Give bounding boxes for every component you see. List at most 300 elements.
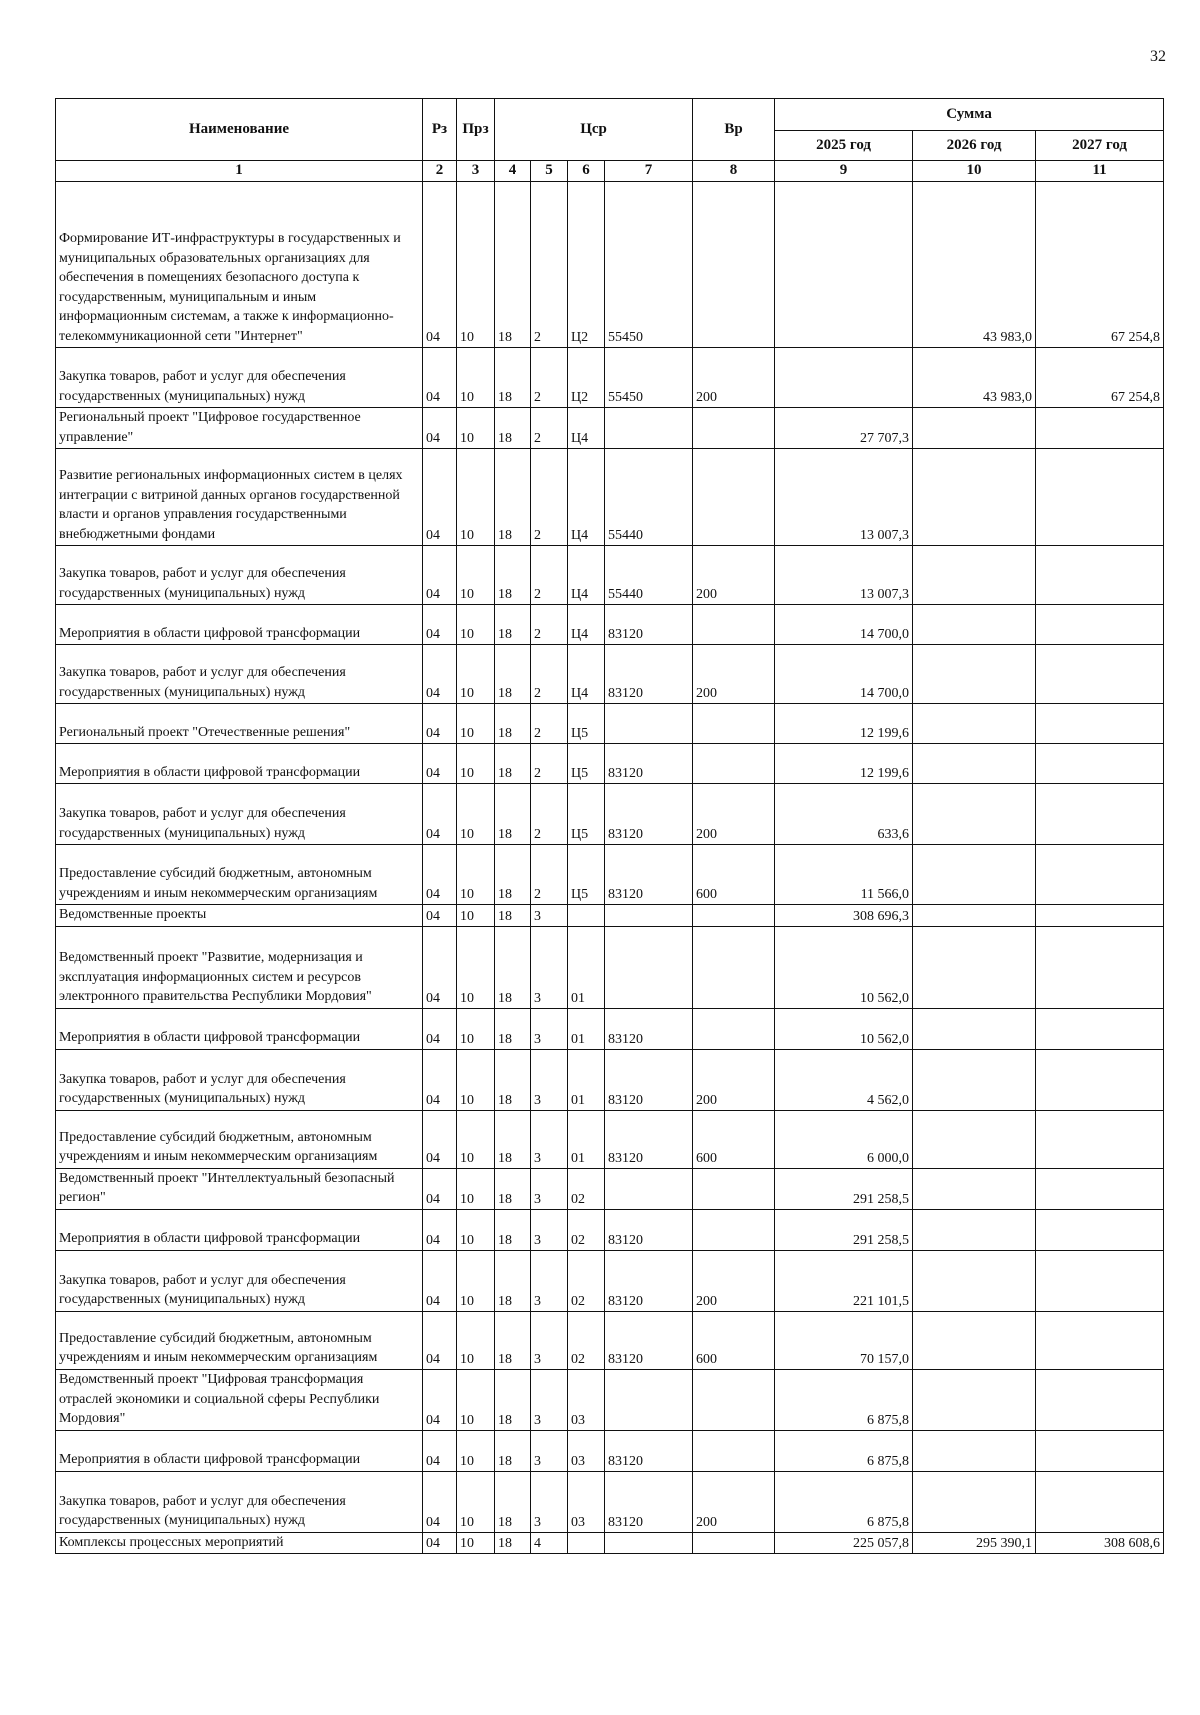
rz-code: 04 bbox=[423, 1311, 457, 1369]
rz-code: 04 bbox=[423, 926, 457, 1008]
amount-2025 bbox=[775, 182, 913, 348]
column-number: 10 bbox=[913, 161, 1036, 182]
amount-2025: 6 875,8 bbox=[775, 1369, 913, 1430]
prz-code: 10 bbox=[457, 1209, 495, 1250]
csr-direction-code: 83120 bbox=[605, 1311, 693, 1369]
vr-code bbox=[693, 905, 775, 927]
prz-code: 10 bbox=[457, 449, 495, 546]
csr-type-code: 2 bbox=[531, 784, 568, 845]
amount-2026 bbox=[913, 704, 1036, 744]
table-row bbox=[56, 408, 1164, 449]
prz-code: 10 bbox=[457, 1008, 495, 1049]
vr-code: 200 bbox=[693, 1471, 775, 1532]
header-prz: Прз bbox=[457, 99, 495, 161]
csr-project-code: 02 bbox=[568, 1209, 605, 1250]
header-year-2025: 2025 год bbox=[775, 131, 913, 161]
prz-code: 10 bbox=[457, 744, 495, 784]
csr-direction-code bbox=[605, 926, 693, 1008]
header-rz: Рз bbox=[423, 99, 457, 161]
table-row bbox=[56, 905, 1164, 927]
csr-direction-code: 55450 bbox=[605, 182, 693, 348]
amount-2027 bbox=[1036, 449, 1164, 546]
csr-program-code: 18 bbox=[495, 845, 531, 905]
table-row bbox=[56, 704, 1164, 744]
amount-2025: 10 562,0 bbox=[775, 926, 913, 1008]
csr-direction-code: 83120 bbox=[605, 1471, 693, 1532]
amount-2025: 13 007,3 bbox=[775, 449, 913, 546]
vr-code bbox=[693, 926, 775, 1008]
row-name: Ведомственные проекты bbox=[56, 905, 423, 927]
csr-direction-code: 83120 bbox=[605, 845, 693, 905]
csr-type-code: 2 bbox=[531, 645, 568, 704]
csr-direction-code bbox=[605, 1369, 693, 1430]
prz-code: 10 bbox=[457, 784, 495, 845]
table-row bbox=[56, 1471, 1164, 1532]
vr-code: 200 bbox=[693, 784, 775, 845]
rz-code: 04 bbox=[423, 1430, 457, 1471]
csr-program-code: 18 bbox=[495, 605, 531, 645]
amount-2026: 295 390,1 bbox=[913, 1532, 1036, 1554]
row-name: Закупка товаров, работ и услуг для обеспечения государственных (муниципальных) нужд bbox=[56, 645, 423, 704]
csr-program-code: 18 bbox=[495, 1369, 531, 1430]
rz-code: 04 bbox=[423, 845, 457, 905]
row-name: Закупка товаров, работ и услуг для обеспечения государственных (муниципальных) нужд bbox=[56, 1471, 423, 1532]
csr-project-code: Ц5 bbox=[568, 744, 605, 784]
amount-2025: 6 000,0 bbox=[775, 1110, 913, 1168]
rz-code: 04 bbox=[423, 704, 457, 744]
amount-2027 bbox=[1036, 645, 1164, 704]
csr-direction-code: 83120 bbox=[605, 744, 693, 784]
csr-type-code: 2 bbox=[531, 449, 568, 546]
amount-2026 bbox=[913, 408, 1036, 449]
vr-code bbox=[693, 1209, 775, 1250]
csr-project-code: 03 bbox=[568, 1430, 605, 1471]
amount-2026 bbox=[913, 1008, 1036, 1049]
csr-direction-code: 83120 bbox=[605, 1209, 693, 1250]
prz-code: 10 bbox=[457, 182, 495, 348]
budget-table bbox=[55, 98, 1164, 1554]
amount-2025: 4 562,0 bbox=[775, 1049, 913, 1110]
amount-2026 bbox=[913, 784, 1036, 845]
column-number: 7 bbox=[605, 161, 693, 182]
row-name: Закупка товаров, работ и услуг для обеспечения государственных (муниципальных) нужд bbox=[56, 1049, 423, 1110]
csr-direction-code: 55440 bbox=[605, 449, 693, 546]
csr-direction-code: 83120 bbox=[605, 1250, 693, 1311]
vr-code bbox=[693, 1168, 775, 1209]
vr-code: 600 bbox=[693, 845, 775, 905]
rz-code: 04 bbox=[423, 182, 457, 348]
csr-program-code: 18 bbox=[495, 1430, 531, 1471]
prz-code: 10 bbox=[457, 605, 495, 645]
csr-type-code: 3 bbox=[531, 1049, 568, 1110]
header-name: Наименование bbox=[56, 99, 423, 161]
table-row bbox=[56, 1430, 1164, 1471]
row-name: Мероприятия в области цифровой трансформации bbox=[56, 1008, 423, 1049]
csr-type-code: 3 bbox=[531, 1110, 568, 1168]
vr-code bbox=[693, 1008, 775, 1049]
column-number: 1 bbox=[56, 161, 423, 182]
prz-code: 10 bbox=[457, 1311, 495, 1369]
amount-2027 bbox=[1036, 1311, 1164, 1369]
csr-program-code: 18 bbox=[495, 1008, 531, 1049]
csr-project-code: Ц5 bbox=[568, 784, 605, 845]
vr-code: 200 bbox=[693, 1049, 775, 1110]
csr-program-code: 18 bbox=[495, 784, 531, 845]
csr-project-code bbox=[568, 1532, 605, 1554]
prz-code: 10 bbox=[457, 1532, 495, 1554]
amount-2026 bbox=[913, 546, 1036, 605]
amount-2026 bbox=[913, 1471, 1036, 1532]
amount-2026 bbox=[913, 1049, 1036, 1110]
row-name: Ведомственный проект "Интеллектуальный безопасный регион" bbox=[56, 1168, 423, 1209]
header-year-2026: 2026 год bbox=[913, 131, 1036, 161]
csr-type-code: 3 bbox=[531, 1471, 568, 1532]
amount-2026 bbox=[913, 1311, 1036, 1369]
amount-2026 bbox=[913, 1430, 1036, 1471]
amount-2027 bbox=[1036, 1471, 1164, 1532]
vr-code bbox=[693, 704, 775, 744]
csr-type-code: 2 bbox=[531, 744, 568, 784]
csr-program-code: 18 bbox=[495, 1250, 531, 1311]
csr-program-code: 18 bbox=[495, 1209, 531, 1250]
csr-project-code: Ц4 bbox=[568, 408, 605, 449]
amount-2027: 67 254,8 bbox=[1036, 348, 1164, 408]
column-number: 2 bbox=[423, 161, 457, 182]
amount-2027 bbox=[1036, 1049, 1164, 1110]
table-row bbox=[56, 1369, 1164, 1430]
csr-program-code: 18 bbox=[495, 1110, 531, 1168]
prz-code: 10 bbox=[457, 1168, 495, 1209]
amount-2025 bbox=[775, 348, 913, 408]
prz-code: 10 bbox=[457, 408, 495, 449]
rz-code: 04 bbox=[423, 784, 457, 845]
table-row bbox=[56, 1168, 1164, 1209]
vr-code: 200 bbox=[693, 546, 775, 605]
prz-code: 10 bbox=[457, 926, 495, 1008]
amount-2025: 70 157,0 bbox=[775, 1311, 913, 1369]
row-name: Мероприятия в области цифровой трансформации bbox=[56, 1209, 423, 1250]
amount-2027 bbox=[1036, 1250, 1164, 1311]
vr-code bbox=[693, 1369, 775, 1430]
prz-code: 10 bbox=[457, 1430, 495, 1471]
rz-code: 04 bbox=[423, 1532, 457, 1554]
vr-code: 600 bbox=[693, 1311, 775, 1369]
csr-type-code: 4 bbox=[531, 1532, 568, 1554]
csr-type-code: 3 bbox=[531, 1008, 568, 1049]
column-number: 11 bbox=[1036, 161, 1164, 182]
csr-program-code: 18 bbox=[495, 1049, 531, 1110]
amount-2026 bbox=[913, 1369, 1036, 1430]
amount-2027 bbox=[1036, 1209, 1164, 1250]
amount-2025: 14 700,0 bbox=[775, 605, 913, 645]
csr-project-code: Ц4 bbox=[568, 449, 605, 546]
csr-direction-code: 83120 bbox=[605, 1110, 693, 1168]
csr-type-code: 3 bbox=[531, 1250, 568, 1311]
row-name: Предоставление субсидий бюджетным, автономным учреждениям и иным некоммерческим организациям bbox=[56, 1311, 423, 1369]
prz-code: 10 bbox=[457, 1369, 495, 1430]
amount-2025: 6 875,8 bbox=[775, 1430, 913, 1471]
amount-2027: 67 254,8 bbox=[1036, 182, 1164, 348]
header-year-2027: 2027 год bbox=[1036, 131, 1164, 161]
rz-code: 04 bbox=[423, 645, 457, 704]
csr-type-code: 3 bbox=[531, 1430, 568, 1471]
csr-program-code: 18 bbox=[495, 1168, 531, 1209]
csr-project-code bbox=[568, 905, 605, 927]
csr-direction-code: 83120 bbox=[605, 784, 693, 845]
row-name: Региональный проект "Отечественные решения" bbox=[56, 704, 423, 744]
column-number: 3 bbox=[457, 161, 495, 182]
csr-type-code: 3 bbox=[531, 1311, 568, 1369]
csr-direction-code bbox=[605, 905, 693, 927]
amount-2025: 27 707,3 bbox=[775, 408, 913, 449]
amount-2027: 308 608,6 bbox=[1036, 1532, 1164, 1554]
amount-2025: 225 057,8 bbox=[775, 1532, 913, 1554]
row-name: Мероприятия в области цифровой трансформации bbox=[56, 1430, 423, 1471]
table-row bbox=[56, 744, 1164, 784]
csr-project-code: Ц5 bbox=[568, 845, 605, 905]
table-row bbox=[56, 645, 1164, 704]
csr-program-code: 18 bbox=[495, 905, 531, 927]
amount-2025: 633,6 bbox=[775, 784, 913, 845]
csr-type-code: 2 bbox=[531, 704, 568, 744]
vr-code: 600 bbox=[693, 1110, 775, 1168]
amount-2025: 291 258,5 bbox=[775, 1209, 913, 1250]
csr-program-code: 18 bbox=[495, 1471, 531, 1532]
prz-code: 10 bbox=[457, 1471, 495, 1532]
csr-direction-code bbox=[605, 1532, 693, 1554]
csr-project-code: Ц2 bbox=[568, 182, 605, 348]
csr-direction-code: 83120 bbox=[605, 1049, 693, 1110]
prz-code: 10 bbox=[457, 704, 495, 744]
row-name: Формирование ИТ-инфраструктуры в государственных и муниципальных образовательных организациях для обеспечения в помещениях безопасного доступа к государственным, муниципальным и иным информационным системам, а также к информационно-телекоммуникационной сети "Интернет" bbox=[56, 182, 423, 348]
csr-project-code: 01 bbox=[568, 926, 605, 1008]
csr-program-code: 18 bbox=[495, 1532, 531, 1554]
table-row bbox=[56, 1049, 1164, 1110]
csr-direction-code: 55440 bbox=[605, 546, 693, 605]
amount-2027 bbox=[1036, 784, 1164, 845]
table-row bbox=[56, 926, 1164, 1008]
csr-program-code: 18 bbox=[495, 182, 531, 348]
csr-program-code: 18 bbox=[495, 704, 531, 744]
csr-type-code: 3 bbox=[531, 926, 568, 1008]
row-name: Мероприятия в области цифровой трансформации bbox=[56, 744, 423, 784]
amount-2027 bbox=[1036, 704, 1164, 744]
vr-code: 200 bbox=[693, 645, 775, 704]
row-name: Ведомственный проект "Развитие, модернизация и эксплуатация информационных систем и ресурсов электронного правительства Республики Мордовия" bbox=[56, 926, 423, 1008]
row-name: Региональный проект "Цифровое государственное управление" bbox=[56, 408, 423, 449]
csr-type-code: 3 bbox=[531, 1209, 568, 1250]
vr-code bbox=[693, 408, 775, 449]
csr-type-code: 2 bbox=[531, 546, 568, 605]
csr-type-code: 3 bbox=[531, 1168, 568, 1209]
csr-program-code: 18 bbox=[495, 744, 531, 784]
csr-project-code: Ц4 bbox=[568, 605, 605, 645]
table-row bbox=[56, 845, 1164, 905]
row-name: Закупка товаров, работ и услуг для обеспечения государственных (муниципальных) нужд bbox=[56, 546, 423, 605]
table-row bbox=[56, 1250, 1164, 1311]
amount-2026 bbox=[913, 926, 1036, 1008]
prz-code: 10 bbox=[457, 845, 495, 905]
amount-2026 bbox=[913, 605, 1036, 645]
table-row bbox=[56, 182, 1164, 348]
csr-direction-code: 83120 bbox=[605, 1430, 693, 1471]
table-row bbox=[56, 1008, 1164, 1049]
table-row bbox=[56, 546, 1164, 605]
amount-2025: 13 007,3 bbox=[775, 546, 913, 605]
csr-type-code: 2 bbox=[531, 182, 568, 348]
amount-2025: 14 700,0 bbox=[775, 645, 913, 704]
csr-direction-code bbox=[605, 1168, 693, 1209]
csr-project-code: 03 bbox=[568, 1369, 605, 1430]
csr-project-code: 03 bbox=[568, 1471, 605, 1532]
vr-code: 200 bbox=[693, 1250, 775, 1311]
amount-2026 bbox=[913, 744, 1036, 784]
prz-code: 10 bbox=[457, 1049, 495, 1110]
amount-2026 bbox=[913, 1110, 1036, 1168]
amount-2025: 10 562,0 bbox=[775, 1008, 913, 1049]
table-row bbox=[56, 348, 1164, 408]
amount-2027 bbox=[1036, 1008, 1164, 1049]
rz-code: 04 bbox=[423, 1168, 457, 1209]
amount-2027 bbox=[1036, 546, 1164, 605]
csr-project-code: Ц4 bbox=[568, 645, 605, 704]
table-row bbox=[56, 449, 1164, 546]
amount-2027 bbox=[1036, 1369, 1164, 1430]
column-number: 4 bbox=[495, 161, 531, 182]
amount-2025: 291 258,5 bbox=[775, 1168, 913, 1209]
csr-project-code: 01 bbox=[568, 1049, 605, 1110]
csr-program-code: 18 bbox=[495, 449, 531, 546]
rz-code: 04 bbox=[423, 1250, 457, 1311]
csr-type-code: 3 bbox=[531, 905, 568, 927]
prz-code: 10 bbox=[457, 1250, 495, 1311]
page-number: 32 bbox=[1150, 48, 1166, 65]
prz-code: 10 bbox=[457, 905, 495, 927]
prz-code: 10 bbox=[457, 348, 495, 408]
row-name: Закупка товаров, работ и услуг для обеспечения государственных (муниципальных) нужд bbox=[56, 348, 423, 408]
csr-program-code: 18 bbox=[495, 546, 531, 605]
rz-code: 04 bbox=[423, 905, 457, 927]
amount-2026 bbox=[913, 1168, 1036, 1209]
rz-code: 04 bbox=[423, 1110, 457, 1168]
table-row bbox=[56, 605, 1164, 645]
csr-direction-code bbox=[605, 704, 693, 744]
column-number: 5 bbox=[531, 161, 568, 182]
amount-2025: 12 199,6 bbox=[775, 744, 913, 784]
csr-program-code: 18 bbox=[495, 348, 531, 408]
csr-project-code: Ц4 bbox=[568, 546, 605, 605]
rz-code: 04 bbox=[423, 348, 457, 408]
amount-2026 bbox=[913, 845, 1036, 905]
csr-project-code: Ц5 bbox=[568, 704, 605, 744]
amount-2025: 12 199,6 bbox=[775, 704, 913, 744]
row-name: Развитие региональных информационных систем в целях интеграции с витриной данных органов государственной власти и органов управления государственными внебюджетными фондами bbox=[56, 449, 423, 546]
amount-2027 bbox=[1036, 926, 1164, 1008]
csr-program-code: 18 bbox=[495, 1311, 531, 1369]
rz-code: 04 bbox=[423, 744, 457, 784]
csr-direction-code: 83120 bbox=[605, 605, 693, 645]
amount-2026 bbox=[913, 1209, 1036, 1250]
amount-2026 bbox=[913, 645, 1036, 704]
prz-code: 10 bbox=[457, 1110, 495, 1168]
vr-code bbox=[693, 182, 775, 348]
prz-code: 10 bbox=[457, 546, 495, 605]
rz-code: 04 bbox=[423, 1049, 457, 1110]
table-row bbox=[56, 784, 1164, 845]
table-row bbox=[56, 1110, 1164, 1168]
csr-project-code: Ц2 bbox=[568, 348, 605, 408]
amount-2026 bbox=[913, 905, 1036, 927]
row-name: Мероприятия в области цифровой трансформации bbox=[56, 605, 423, 645]
amount-2025: 308 696,3 bbox=[775, 905, 913, 927]
row-name: Закупка товаров, работ и услуг для обеспечения государственных (муниципальных) нужд bbox=[56, 1250, 423, 1311]
amount-2025: 11 566,0 bbox=[775, 845, 913, 905]
csr-project-code: 02 bbox=[568, 1250, 605, 1311]
table-row bbox=[56, 1311, 1164, 1369]
rz-code: 04 bbox=[423, 546, 457, 605]
csr-direction-code: 83120 bbox=[605, 645, 693, 704]
csr-direction-code: 83120 bbox=[605, 1008, 693, 1049]
csr-project-code: 01 bbox=[568, 1008, 605, 1049]
amount-2026 bbox=[913, 449, 1036, 546]
vr-code bbox=[693, 1430, 775, 1471]
amount-2027 bbox=[1036, 744, 1164, 784]
prz-code: 10 bbox=[457, 645, 495, 704]
amount-2027 bbox=[1036, 408, 1164, 449]
csr-direction-code bbox=[605, 408, 693, 449]
amount-2025: 221 101,5 bbox=[775, 1250, 913, 1311]
csr-type-code: 2 bbox=[531, 408, 568, 449]
column-number: 6 bbox=[568, 161, 605, 182]
vr-code bbox=[693, 744, 775, 784]
table-row bbox=[56, 1532, 1164, 1554]
rz-code: 04 bbox=[423, 408, 457, 449]
amount-2027 bbox=[1036, 1110, 1164, 1168]
csr-type-code: 2 bbox=[531, 845, 568, 905]
csr-program-code: 18 bbox=[495, 408, 531, 449]
csr-type-code: 2 bbox=[531, 348, 568, 408]
amount-2026 bbox=[913, 1250, 1036, 1311]
vr-code: 200 bbox=[693, 348, 775, 408]
column-number: 8 bbox=[693, 161, 775, 182]
row-name: Предоставление субсидий бюджетным, автономным учреждениям и иным некоммерческим организациям bbox=[56, 845, 423, 905]
header-vr: Вр bbox=[693, 99, 775, 161]
csr-program-code: 18 bbox=[495, 645, 531, 704]
column-number-row bbox=[56, 161, 1164, 182]
csr-project-code: 02 bbox=[568, 1168, 605, 1209]
amount-2026: 43 983,0 bbox=[913, 348, 1036, 408]
row-name: Предоставление субсидий бюджетным, автономным учреждениям и иным некоммерческим организациям bbox=[56, 1110, 423, 1168]
header-csr: Цср bbox=[495, 99, 693, 161]
amount-2027 bbox=[1036, 605, 1164, 645]
csr-project-code: 01 bbox=[568, 1110, 605, 1168]
amount-2026: 43 983,0 bbox=[913, 182, 1036, 348]
rz-code: 04 bbox=[423, 1209, 457, 1250]
amount-2027 bbox=[1036, 905, 1164, 927]
rz-code: 04 bbox=[423, 1008, 457, 1049]
column-number: 9 bbox=[775, 161, 913, 182]
rz-code: 04 bbox=[423, 605, 457, 645]
amount-2025: 6 875,8 bbox=[775, 1471, 913, 1532]
vr-code bbox=[693, 449, 775, 546]
rz-code: 04 bbox=[423, 1471, 457, 1532]
row-name: Ведомственный проект "Цифровая трансформация отраслей экономики и социальной сферы Республики Мордовия" bbox=[56, 1369, 423, 1430]
rz-code: 04 bbox=[423, 449, 457, 546]
table-row bbox=[56, 1209, 1164, 1250]
row-name: Комплексы процессных мероприятий bbox=[56, 1532, 423, 1554]
csr-type-code: 2 bbox=[531, 605, 568, 645]
rz-code: 04 bbox=[423, 1369, 457, 1430]
